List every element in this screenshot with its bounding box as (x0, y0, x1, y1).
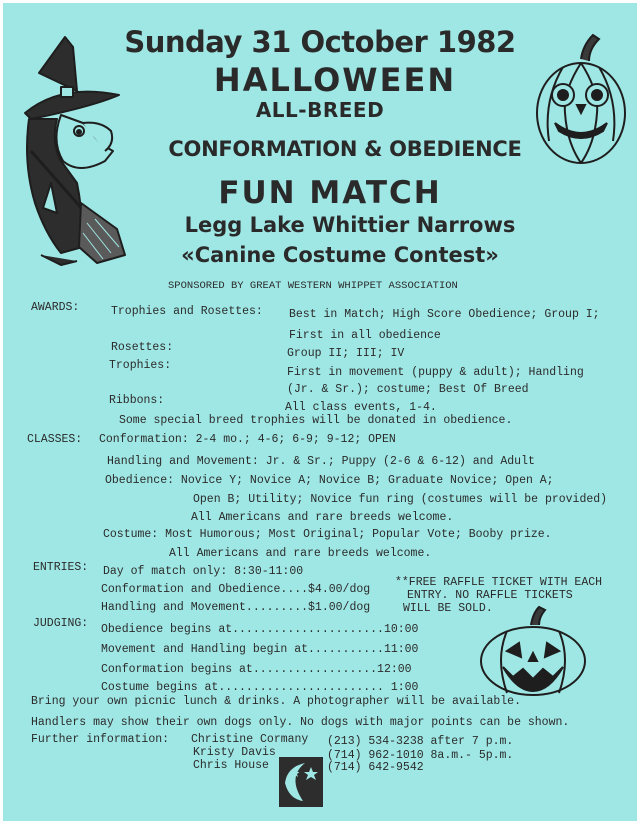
entries-day: Day of match only: 8:30-11:00 (103, 565, 304, 578)
raffle-note-1: **FREE RAFFLE TICKET WITH EACH (395, 576, 603, 589)
contact-name: Christine Cormany (191, 733, 309, 746)
event-date: Sunday 31 October 1982 (124, 25, 516, 59)
trophies-rosettes-value: Best in Match; High Score Obedience; Group I; (289, 308, 600, 321)
classes-obedience: Obedience: Novice Y; Novice A; Novice B; Graduate Novice; Open A; (105, 474, 554, 487)
special-trophies-note: Some special breed trophies will be donated in obedience. (119, 414, 513, 427)
classes-handling: Handling and Movement: Jr. & Sr.; Puppy (2-6 & 6-12) and Adult (107, 455, 535, 468)
raffle-note-2: ENTRY. NO RAFFLE TICKETS (407, 589, 573, 602)
sponsor-line: SPONSORED BY GREAT WESTERN WHIPPET ASSOCIATION (168, 280, 458, 292)
contest-heading: «Canine Costume Contest» (181, 243, 499, 267)
all-breed-heading: ALL-BREED (255, 98, 385, 122)
contact-name: Chris House (193, 759, 269, 772)
handlers-note: Handlers may show their own dogs only. No dogs with major points can be shown. (31, 716, 570, 729)
entries-conformation-fee: Conformation and Obedience....$4.00/dog (101, 583, 371, 596)
rosettes-value: Group II; III; IV (287, 347, 405, 360)
judging-costume: Costume begins at........................ 1:00 (101, 681, 419, 694)
location-heading: Legg Lake Whittier Narrows (184, 213, 516, 237)
rosettes-label: Rosettes: (111, 341, 174, 354)
trophies-label: Trophies: (109, 359, 172, 372)
classes-label: CLASSES: (27, 433, 83, 446)
awards-label: AWARDS: (31, 301, 80, 314)
judging-conformation: Conformation begins at..................12:00 (101, 663, 412, 676)
witch-illustration (21, 33, 129, 268)
trophies-value: First in movement (puppy & adult); Handling (287, 366, 584, 379)
raffle-note-3: WILL BE SOLD. (403, 602, 493, 615)
contact-name: Kristy Davis (193, 746, 276, 759)
contact-phone: (213) 534-3238 after 7 p.m. (327, 735, 514, 748)
ribbons-value: All class events, 1-4. (285, 401, 437, 414)
classes-obedience-3: All Americans and rare breeds welcome. (191, 511, 454, 524)
classes-obedience-2: Open B; Utility; Novice fun ring (costumes will be provided) (193, 493, 608, 506)
trophies-rosettes-label: Trophies and Rosettes: (111, 305, 263, 318)
pumpkin-icon (477, 603, 589, 699)
entries-handling-fee: Handling and Movement.........$1.00/dog (101, 601, 371, 614)
classes-conformation: Conformation: 2-4 mo.; 4-6; 6-9; 9-12; OPEN (99, 433, 396, 446)
moon-stars-logo-icon (277, 755, 325, 809)
classes-costume: Costume: Most Humorous; Most Original; Popular Vote; Booby prize. (103, 528, 552, 541)
further-info-label: Further information: (31, 733, 170, 746)
picnic-note: Bring your own picnic lunch & drinks. A photographer will be available. (31, 695, 521, 708)
contact-phone: (714) 962-1010 8a.m.- 5p.m. (327, 749, 514, 762)
entries-label: ENTRIES: (33, 561, 89, 574)
judging-movement: Movement and Handling begin at...........11:00 (101, 643, 419, 656)
fun-match-heading: FUN MATCH (218, 175, 442, 211)
judging-obedience: Obedience begins at......................10:00 (101, 623, 419, 636)
trophies-value-2: (Jr. & Sr.); costume; Best Of Breed (287, 383, 529, 396)
event-title: HALLOWEEN (213, 61, 457, 99)
trophies-rosettes-value-2: First in all obedience (289, 329, 441, 342)
classes-costume-2: All Americans and rare breeds welcome. (169, 547, 432, 560)
jack-o-lantern-icon (533, 31, 629, 165)
flyer-page (3, 3, 637, 821)
conformation-heading: CONFORMATION & OBEDIENCE (168, 137, 522, 161)
judging-label: JUDGING: (33, 617, 89, 630)
ribbons-label: Ribbons: (109, 394, 165, 407)
contact-phone: (714) 642-9542 (327, 761, 424, 774)
